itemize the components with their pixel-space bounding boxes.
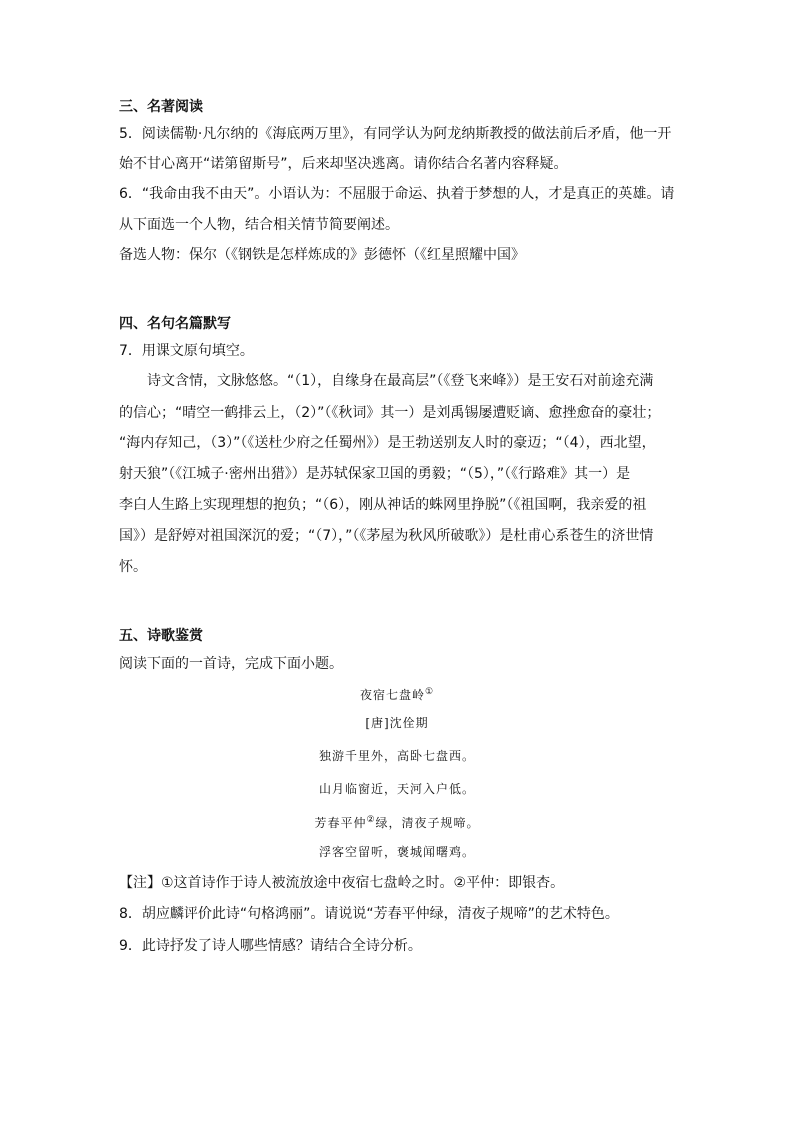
poem-line-4: 浮客空留听，褒城闻曙鸡。 bbox=[318, 845, 475, 859]
passage-line-2: 的信心；“晴空一鹤排云上，（2）”（《秋词》其一）是刘禹锡屡遭贬谪、愈挫愈奋的豪壮； bbox=[119, 405, 661, 421]
section-heading-5: 五、诗歌鉴赏 bbox=[119, 628, 203, 644]
poem-line-3-part-a: 芳春平仲 bbox=[314, 816, 367, 830]
passage-line-1: 诗文含情，文脉悠悠。“（1），自缘身在最高层”（《登飞来峰》）是王安石对前途充满 bbox=[147, 373, 654, 389]
poem-line-2: 山月临窗近，天河入户低。 bbox=[318, 782, 475, 796]
poem-line-1: 独游千里外，高卧七盘西。 bbox=[318, 749, 475, 763]
poem-intro: 阅读下面的一首诗，完成下面小题。 bbox=[119, 656, 343, 672]
passage-line-3: “海内存知己，（3）”（《送杜少府之任蜀州》）是王勃送别友人时的豪迈；“（4），西北望， bbox=[119, 435, 656, 451]
question-6-line-2: 从下面选一个人物，结合相关情节简要阐述。 bbox=[119, 217, 399, 233]
section-heading-3: 三、名著阅读 bbox=[119, 99, 203, 115]
poem-footnote: 【注】①这首诗作于诗人被流放途中夜宿七盘岭之时。②平仲：即银杏。 bbox=[119, 875, 565, 891]
poem-title-text: 夜宿七盘岭 bbox=[359, 688, 425, 702]
section-heading-4: 四、名句名篇默写 bbox=[119, 316, 231, 332]
question-7: 7．用课文原句填空。 bbox=[119, 343, 254, 359]
passage-line-5: 李白人生路上实现理想的抱负；“（6），刚从神话的蛛网里挣脱”（《祖国啊，我亲爱的祖 bbox=[119, 497, 647, 513]
question-5-line-1: 5．阅读儒勒·凡尔纳的《海底两万里》，有同学认为阿龙纳斯教授的做法前后矛盾，他一开 bbox=[119, 126, 672, 142]
poem-author: [唐]沈佺期 bbox=[365, 716, 429, 730]
poem-line-3-note-mark: ② bbox=[366, 815, 376, 825]
question-5-line-2: 始不甘心离开“诺第留斯号”，后来却坚决逃离。请你结合名著内容释疑。 bbox=[119, 156, 568, 172]
passage-line-7: 怀。 bbox=[119, 559, 147, 575]
poem-title bbox=[0, 683, 794, 704]
question-6-candidates: 备选人物：保尔（《钢铁是怎样炼成的》彭德怀（《红星照耀中国》 bbox=[119, 247, 525, 263]
passage-line-4: 射天狼”（《江城子·密州出猎》）是苏轼保家卫国的勇毅；“（5），”（《行路难》其一）是 bbox=[119, 466, 631, 482]
question-9: 9．此诗抒发了诗人哪些情感？请结合全诗分析。 bbox=[119, 938, 422, 954]
poem-title-note-mark: ① bbox=[424, 687, 435, 697]
poem-line-3-part-b: 绿，清夜子规啼。 bbox=[375, 816, 480, 830]
poem-line-3 bbox=[0, 811, 794, 832]
question-8: 8．胡应麟评价此诗“句格鸿丽”。请说说“芳春平仲绿，清夜子规啼”的艺术特色。 bbox=[119, 906, 619, 922]
question-6-line-1: 6．“我命由我不由天”。小语认为：不屈服于命运、执着于梦想的人，才是真正的英雄。请 bbox=[119, 186, 675, 202]
passage-line-6: 国》）是舒婷对祖国深沉的爱；“（7），”（《茅屋为秋风所破歌》）是杜甫心系苍生的济世情 bbox=[119, 528, 654, 544]
